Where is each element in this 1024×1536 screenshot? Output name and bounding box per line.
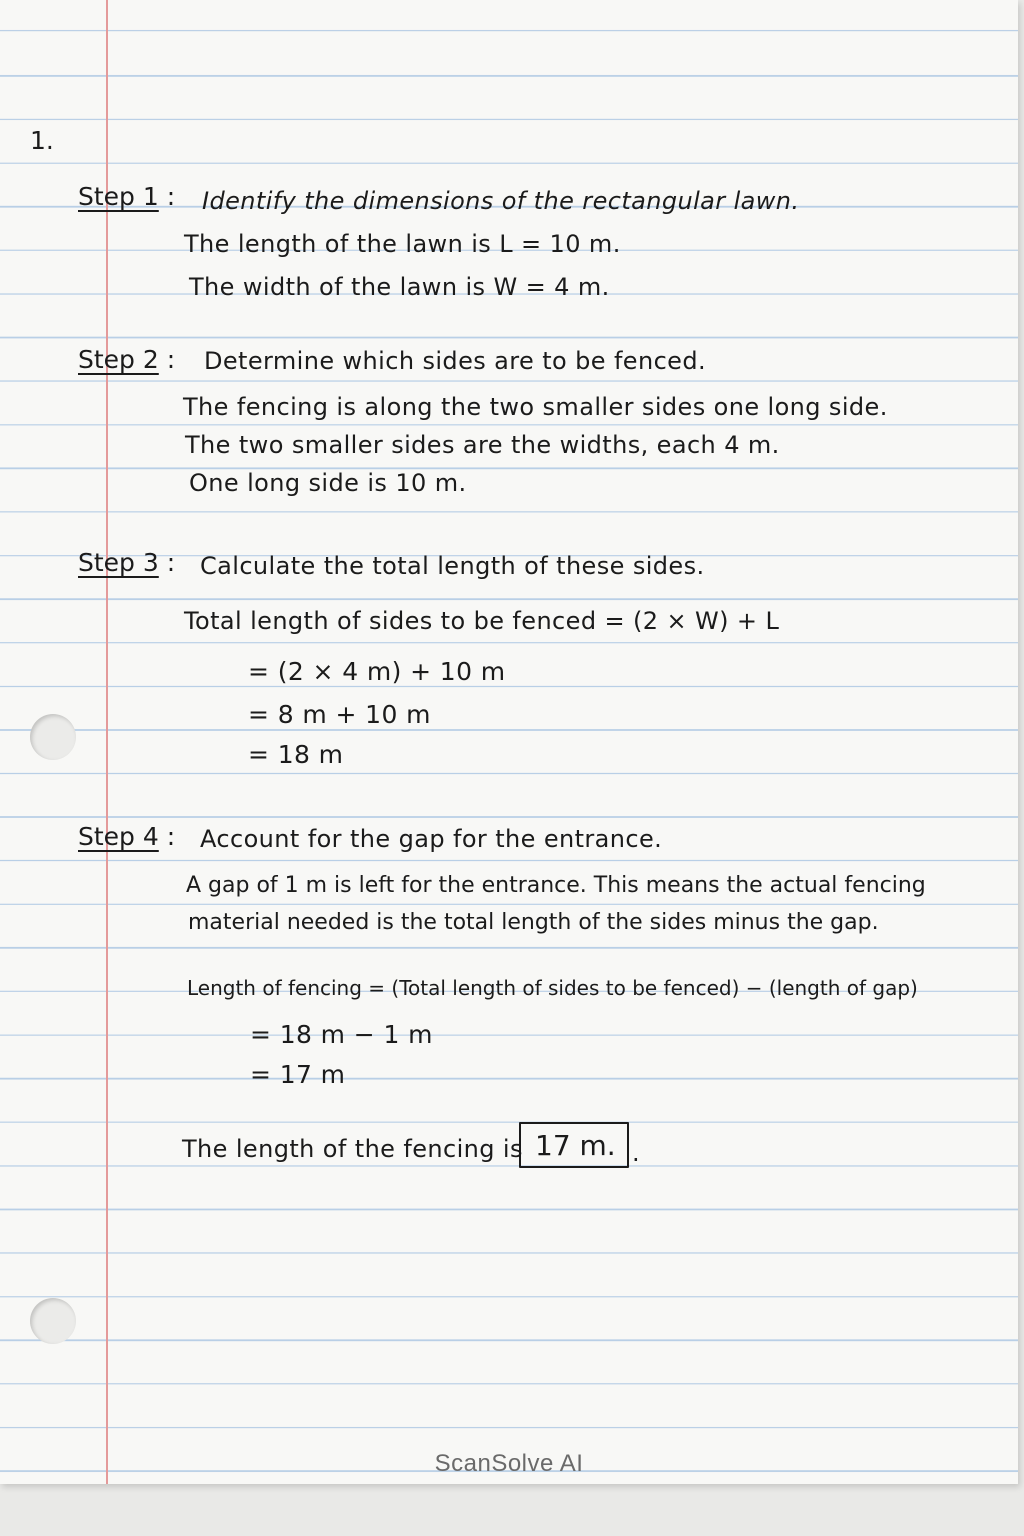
- step-2-line: The fencing is along the two smaller sides one long side.: [183, 393, 888, 421]
- step-4-line: A gap of 1 m is left for the entrance. This means the actual fencing: [186, 873, 926, 898]
- step-3-heading: Calculate the total length of these sides.: [200, 552, 705, 580]
- step-1-line: The length of the lawn is L = 10 m.: [184, 230, 621, 258]
- step-2-label: [78, 345, 175, 375]
- step-2-label-text: Step 2: [78, 345, 159, 374]
- step-3-label-text: Step 3: [78, 548, 159, 577]
- step-2-line: One long side is 10 m.: [189, 469, 467, 497]
- problem-number: 1.: [30, 126, 54, 155]
- step-1-label: [78, 182, 175, 212]
- step-4-work: = 17 m: [250, 1060, 346, 1089]
- step-3-label: [78, 548, 175, 578]
- punch-hole: [30, 1298, 76, 1344]
- punch-hole: [30, 714, 76, 760]
- step-1-colon: :: [166, 182, 176, 211]
- step-4-colon: :: [166, 822, 176, 851]
- answer-value: 17 m.: [535, 1129, 616, 1162]
- step-1-line: The width of the lawn is W = 4 m.: [189, 273, 610, 301]
- step-2-colon: :: [166, 345, 176, 374]
- step-2-heading: Determine which sides are to be fenced.: [204, 347, 707, 375]
- step-4-label-text: Step 4: [78, 822, 159, 851]
- step-1-heading: Identify the dimensions of the rectangular lawn.: [202, 187, 800, 215]
- step-4-heading: Account for the gap for the entrance.: [200, 825, 663, 853]
- step-3-equation: Total length of sides to be fenced = (2 × W) + L: [184, 607, 780, 635]
- step-2-line: The two smaller sides are the widths, each 4 m.: [185, 431, 780, 459]
- margin-line: [106, 0, 108, 1484]
- conclusion-period: .: [632, 1139, 641, 1167]
- step-4-work: = 18 m − 1 m: [250, 1020, 433, 1049]
- step-4-equation: Length of fencing = (Total length of sides to be fenced) − (length of gap): [187, 976, 918, 1000]
- step-3-work: = 18 m: [248, 740, 344, 769]
- step-3-work: = (2 × 4 m) + 10 m: [248, 657, 506, 686]
- step-3-colon: :: [166, 548, 176, 577]
- step-4-label: [78, 822, 175, 852]
- footer-watermark: ScanSolve AI: [434, 1450, 584, 1477]
- conclusion-text: The length of the fencing is: [182, 1135, 523, 1163]
- answer-box: [519, 1122, 629, 1168]
- step-3-work: = 8 m + 10 m: [248, 700, 431, 729]
- step-1-label-text: Step 1: [78, 182, 159, 211]
- step-4-line: material needed is the total length of the sides minus the gap.: [188, 910, 879, 935]
